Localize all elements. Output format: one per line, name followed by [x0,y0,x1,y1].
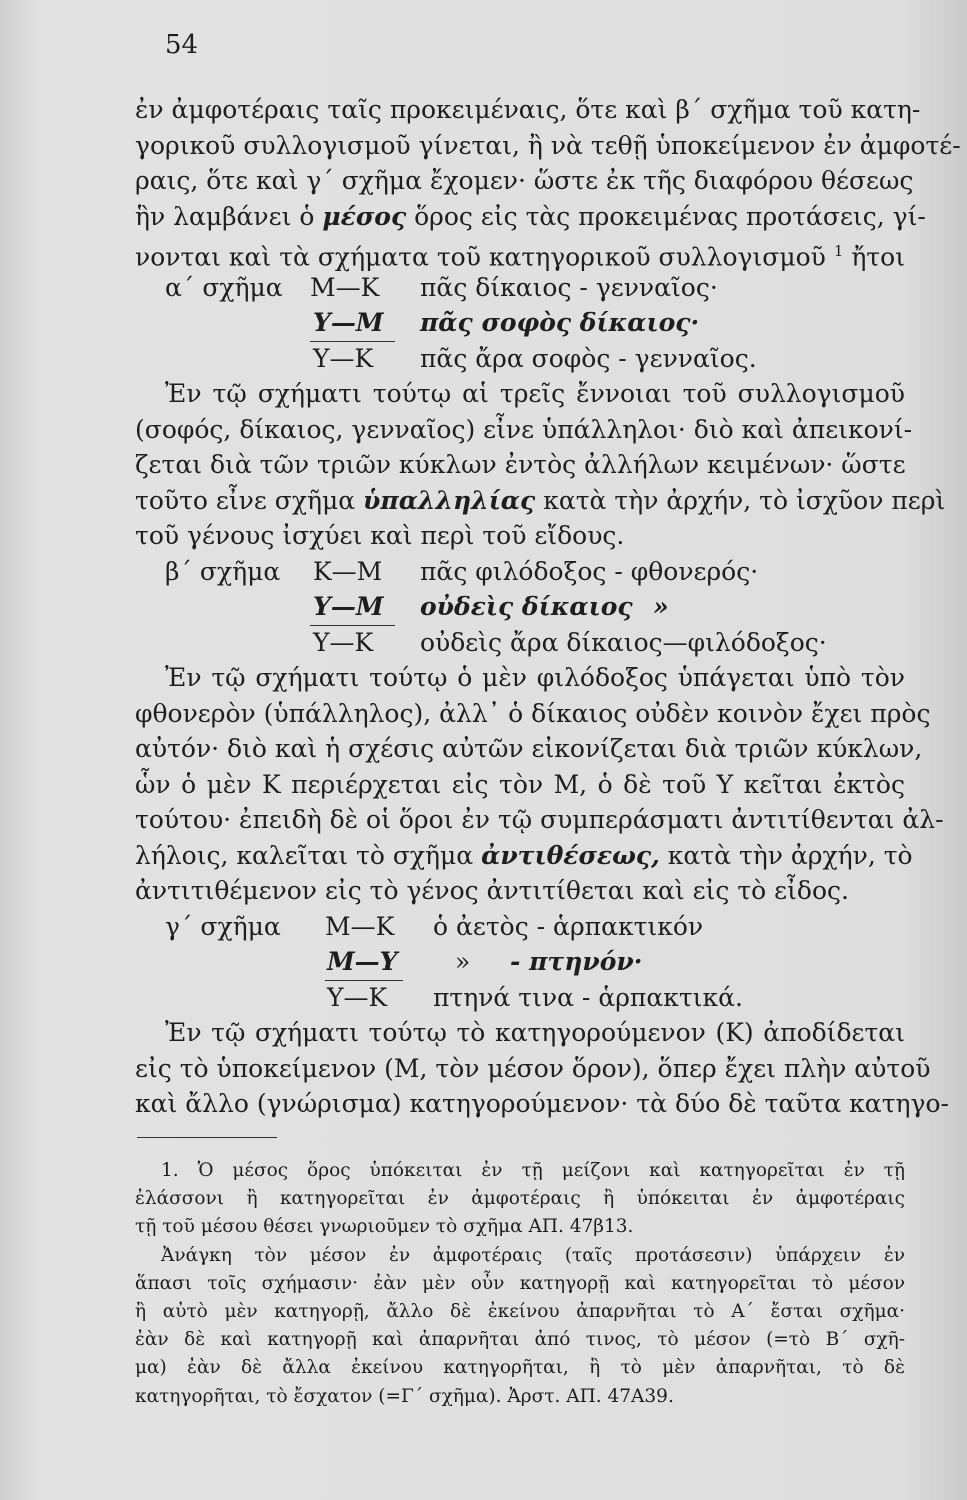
text-line: ραις, ὅτε καὶ γ΄ σχῆμα ἔχομεν· ὥστε ἐκ τῆς διαφόρου θέσεως [135,166,914,195]
figure-b-label: β΄ σχῆμα [165,556,281,586]
syllogism-c-row1: γ΄ σχῆμα Μ—Κ ὁ ἀετὸς - ἁρπακτικόν [135,909,905,945]
footnote-line: ἐὰν δὲ καὶ κατηγορῇ καὶ ἀπαρνῆται ἀπό τινος, τὸ μέσον (=τὸ Β΄ σχῆ- [135,1329,905,1351]
footnote-line: τῇ τοῦ μέσου θέσει γνωριοῦμεν τὸ σχῆμα ΑΠ. 47β13. [135,1216,634,1238]
text-line: Ἐν τῷ σχήματι τούτῳ τὸ κατηγορούμενον (Κ) ἀποδίδεται [165,1018,905,1047]
syllogism-c-row3: Υ—Κ πτηνά τινα - ἁρπακτικά. [327,982,743,1012]
text-line: ὧν ὁ μὲν Κ περιέρχεται εἰς τὸν Μ, ὁ δὲ τοῦ Υ κεῖται ἐκτὸς [135,769,905,799]
text-line: καὶ ἄλλο (γνώρισμα) κατηγορούμενον· τὰ δύο δὲ ταῦτα κατηγο- [135,1089,949,1118]
text-line: γορικοῦ συλλογισμοῦ γίνεται, ἢ νὰ τεθῇ ὑποκείμενον ἐν ἀμφοτέ- [135,130,961,160]
text-line: φθονερὸν (ὑπάλληλος), ἀλλ᾽ ὁ δίκαιος οὐδὲν κοινὸν ἔχει πρὸς [135,698,931,728]
text-line: Ἐν τῷ σχήματι τούτῳ ὁ μὲν φιλόδοξος ὑπάγεται ὑπὸ τὸν [165,663,905,692]
footnote-line: μα) ἐὰν δὲ ἄλλα ἐκείνου κατηγορῆται, ἢ τὸ μὲν ἀπαρνῆται, τὸ δὲ [135,1357,905,1379]
syllogism-c-row2: Μ—Υ » - πτηνόν· [135,944,905,980]
footnote-line: Ἀνάγκη τὸν μέσον ἐν ἀμφοτέραις (ταῖς προτάσεσιν) ὑπάρχειν ἐν [161,1244,905,1266]
footnote-line: ἢ αὐτὸ μὲν κατηγορῇ, ἄλλο δὲ ἐκείνου ἀπαρνῆται τὸ Α΄ ἔσται σχῆμα· [135,1300,905,1322]
figure-c-label: γ΄ σχῆμα [165,911,281,941]
syllogism-a-row2: Υ—Μ πᾶς σοφὸς δίκαιος· [135,305,905,341]
emphasis-mesos: μέσος [322,201,407,231]
text-line: αὐτόν· διὸ καὶ ἡ σχέσις αὐτῶν εἰκονίζεται διὰ τριῶν κύκλων, [135,734,923,763]
footnote-line: κατηγορῆται, τὸ ἔσχατον (=Γ΄ σχῆμα). Ἀρστ. ΑΠ. 47Α39. [135,1385,674,1407]
page-number: 54 [165,30,199,60]
footnote-ref: 1 [833,242,844,260]
footnote-line: ἐλάσσονι ἢ κατηγορεῖται ἐν ἀμφοτέραις ἢ ὑπόκειται ἐν ἀμφοτέραις [135,1188,905,1210]
text-line: νονται καὶ τὰ σχήματα τοῦ κατηγορικοῦ συλλογισμοῦ $^1$ ἤτοι [135,242,905,272]
text-line: ἀντιτιθέμενον εἰς τὸ γένος ἀντιτίθεται καὶ εἰς τὸ εἶδος. [135,876,849,905]
syllogism-b-row2: Υ—Μ οὐδεὶς δίκαιος » [135,589,905,625]
syllogism-a-row3: Υ—Κ πᾶς ἄρα σοφὸς - γενναῖος. [313,343,757,373]
text-line: τούτου· ἐπειδὴ δὲ οἱ ὅροι ἐν τῷ συμπεράσματι ἀντιτίθενται ἀλ- [135,805,944,834]
text-line: ἣν λαμβάνει ὁ μέσος ὅρος εἰς τὰς προκειμένας προτάσεις, γί- [135,201,926,231]
footnote-line: ἅπασι τοῖς σχήμασιν· ἐὰν μὲν οὖν κατηγορῇ καὶ κατηγορεῖται τὸ μέσον [135,1272,905,1294]
syllogism-a-row1: α΄ σχῆμα Μ—Κ πᾶς δίκαιος - γενναῖος· [135,270,905,306]
footnote [135,1157,905,1411]
text-line: τοῦ γένους ἰσχύει καὶ περὶ τοῦ εἴδους. [135,521,625,550]
text-line: ἐν ἀμφοτέραις ταῖς προκειμέναις, ὅτε καὶ β΄ σχῆμα τοῦ κατη- [135,95,921,124]
syllogism-b-row3: Υ—Κ οὐδεὶς ἄρα δίκαιος—φιλόδοξος· [313,627,827,657]
footnote-separator [137,1137,277,1138]
syllogism-b-row1: β΄ σχῆμα Κ—Μ πᾶς φιλόδοξος - φθονερός· [135,554,905,590]
text-line: τοῦτο εἶνε σχῆμα ὑπαλληλίας κατὰ τὴν ἀρχήν, τὸ ἰσχῦον περὶ [135,485,946,515]
emphasis-hypallilias: ὑπαλληλίας [363,485,536,515]
text-line: λήλοις, καλεῖται τὸ σχῆμα ἀντιθέσεως, κατὰ τὴν ἀρχήν, τὸ [135,840,913,870]
emphasis-antitheseos: ἀντιθέσεως, [481,840,660,870]
footnote-line: 1. Ὁ μέσος ὅρος ὑπόκειται ἐν τῇ μείζονι καὶ κατηγορεῖται ἐν τῇ [161,1160,905,1181]
text-line: (σοφός, δίκαιος, γενναῖος) εἶνε ὑπάλληλοι· διὸ καὶ ἀπεικονί- [135,414,913,444]
figure-a-label: α΄ σχῆμα [165,272,283,302]
text-line: ζεται διὰ τῶν τριῶν κύκλων ἐντὸς ἀλλήλων κειμένων· ὥστε [135,450,906,479]
text-line: εἰς τὸ ὑποκείμενον (Μ, τὸν μέσον ὅρον), ὅπερ ἔχει πλὴν αὐτοῦ [135,1053,931,1083]
text-line: Ἐν τῷ σχήματι τούτῳ αἱ τρεῖς ἔννοιαι τοῦ συλλογισμοῦ [165,379,905,408]
main-text [135,92,961,1122]
